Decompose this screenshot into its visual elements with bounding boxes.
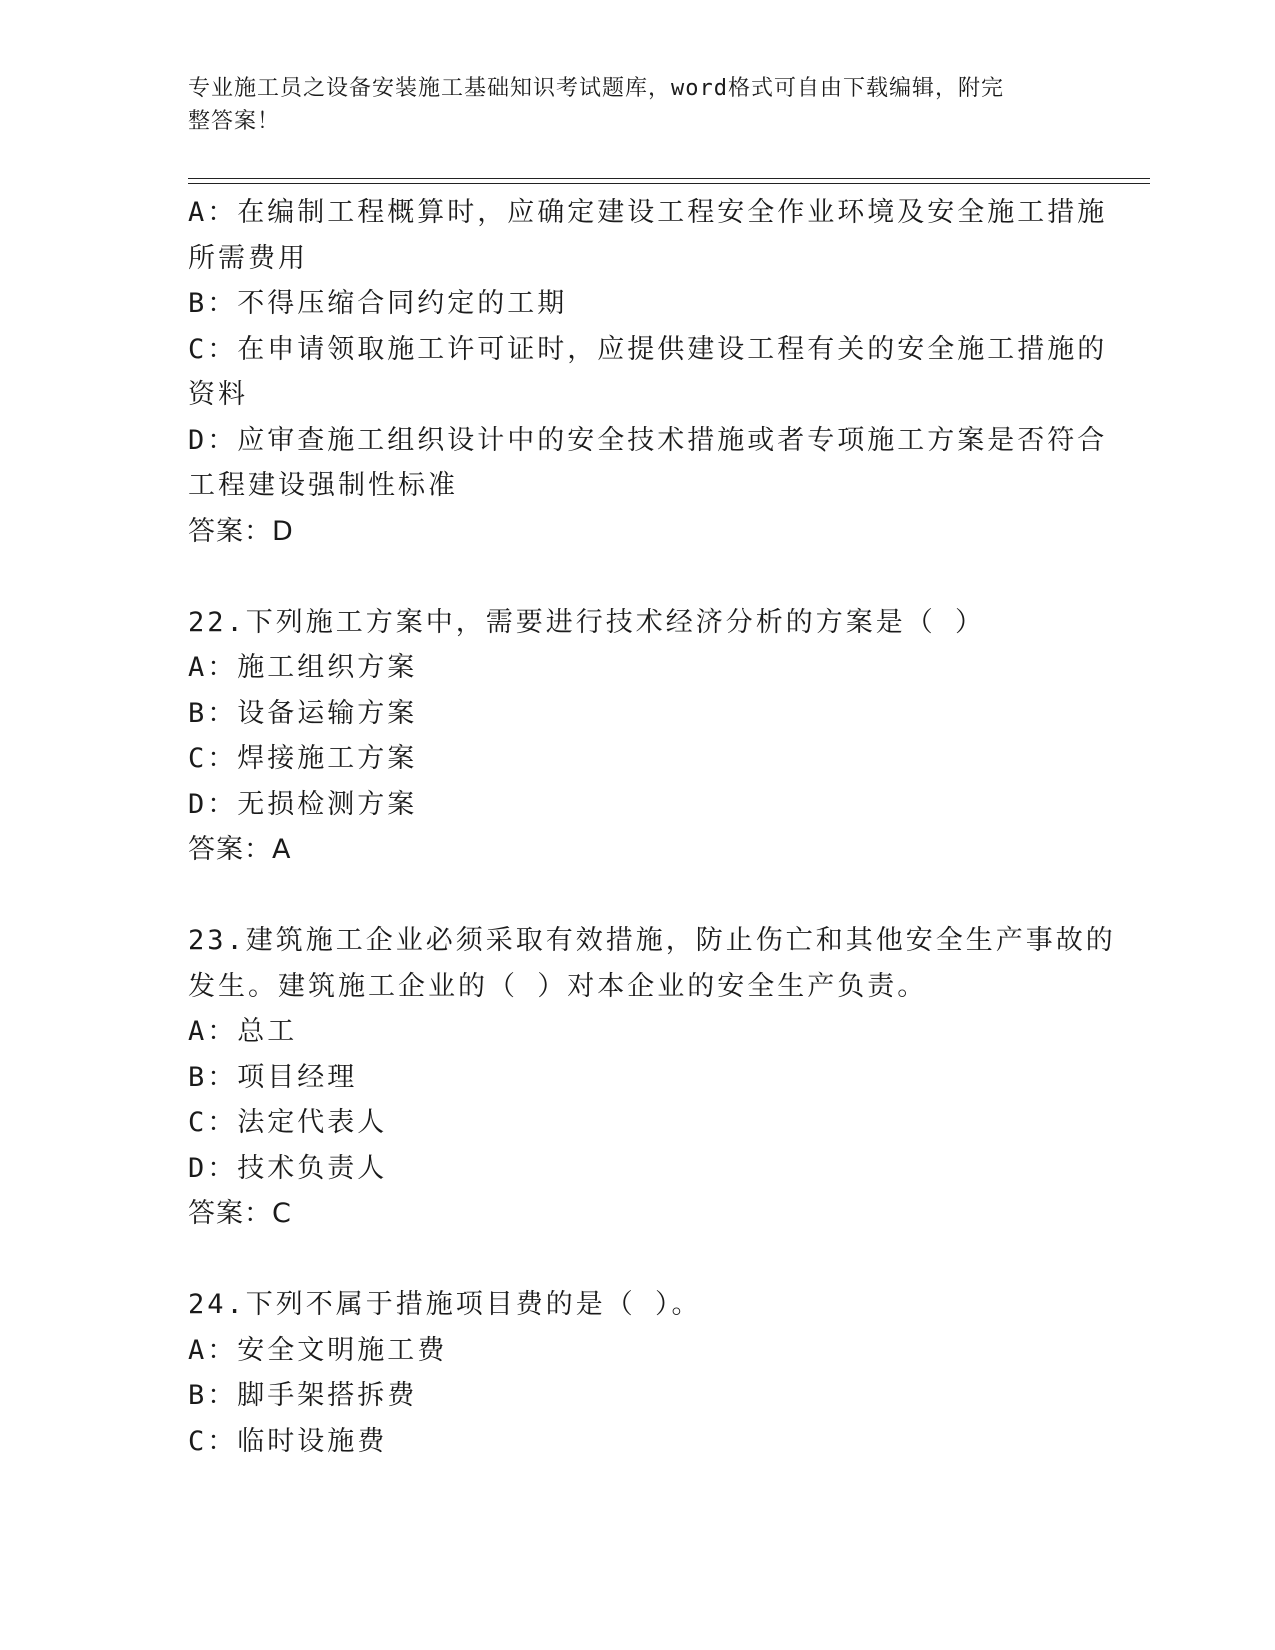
option-b: B：不得压缩合同约定的工期	[188, 288, 568, 319]
question-list	[188, 190, 1116, 1464]
option-b: B：项目经理	[188, 1061, 358, 1093]
spacer	[188, 873, 1088, 919]
answer: 答案：A	[188, 834, 292, 865]
question-21	[188, 190, 1108, 554]
question-23	[188, 918, 1116, 1237]
question-text-line-2: 发生。建筑施工企业的（ ）对本企业的安全生产负责。	[188, 970, 928, 1002]
option-d-line-1: D：应审查施工组织设计中的安全技术措施或者专项施工方案是否符合	[188, 424, 1108, 456]
spacer	[188, 554, 1088, 600]
spacer	[188, 1237, 1088, 1283]
option-d-line-2: 工程建设强制性标准	[188, 470, 458, 501]
header-divider-top	[188, 178, 1150, 179]
question-text: 24.下列不属于措施项目费的是（ ）。	[188, 1289, 702, 1320]
option-c: C：焊接施工方案	[188, 743, 418, 774]
option-c-line-2: 资料	[188, 379, 248, 410]
option-c: C：法定代表人	[188, 1107, 388, 1138]
header-line-1: 专业施工员之设备安装施工基础知识考试题库，word格式可自由下载编辑，附完	[188, 76, 1004, 101]
option-a: A：安全文明施工费	[188, 1334, 448, 1366]
answer: 答案：D	[188, 515, 294, 547]
header-divider-bottom	[188, 183, 1150, 184]
question-22	[188, 600, 1088, 873]
option-d: D：技术负责人	[188, 1152, 388, 1184]
document-header	[188, 72, 1068, 138]
question-text: 22.下列施工方案中，需要进行技术经济分析的方案是（ ）	[188, 606, 986, 638]
question-text-line-1: 23.建筑施工企业必须采取有效措施，防止伤亡和其他安全生产事故的	[188, 925, 1116, 956]
option-a: A：总工	[188, 1016, 298, 1047]
option-a: A：施工组织方案	[188, 652, 418, 683]
option-a-line-1: A：在编制工程概算时，应确定建设工程安全作业环境及安全施工措施	[188, 197, 1108, 228]
option-c: C：临时设施费	[188, 1425, 388, 1457]
option-b: B：设备运输方案	[188, 697, 418, 729]
question-24	[188, 1282, 1088, 1464]
header-line-2: 整答案！	[188, 109, 281, 134]
option-c-line-1: C：在申请领取施工许可证时，应提供建设工程有关的安全施工措施的	[188, 333, 1108, 365]
option-a-line-2: 所需费用	[188, 242, 308, 274]
answer: 答案：C	[188, 1198, 292, 1229]
option-b: B：脚手架搭拆费	[188, 1380, 418, 1411]
option-d: D：无损检测方案	[188, 788, 418, 820]
